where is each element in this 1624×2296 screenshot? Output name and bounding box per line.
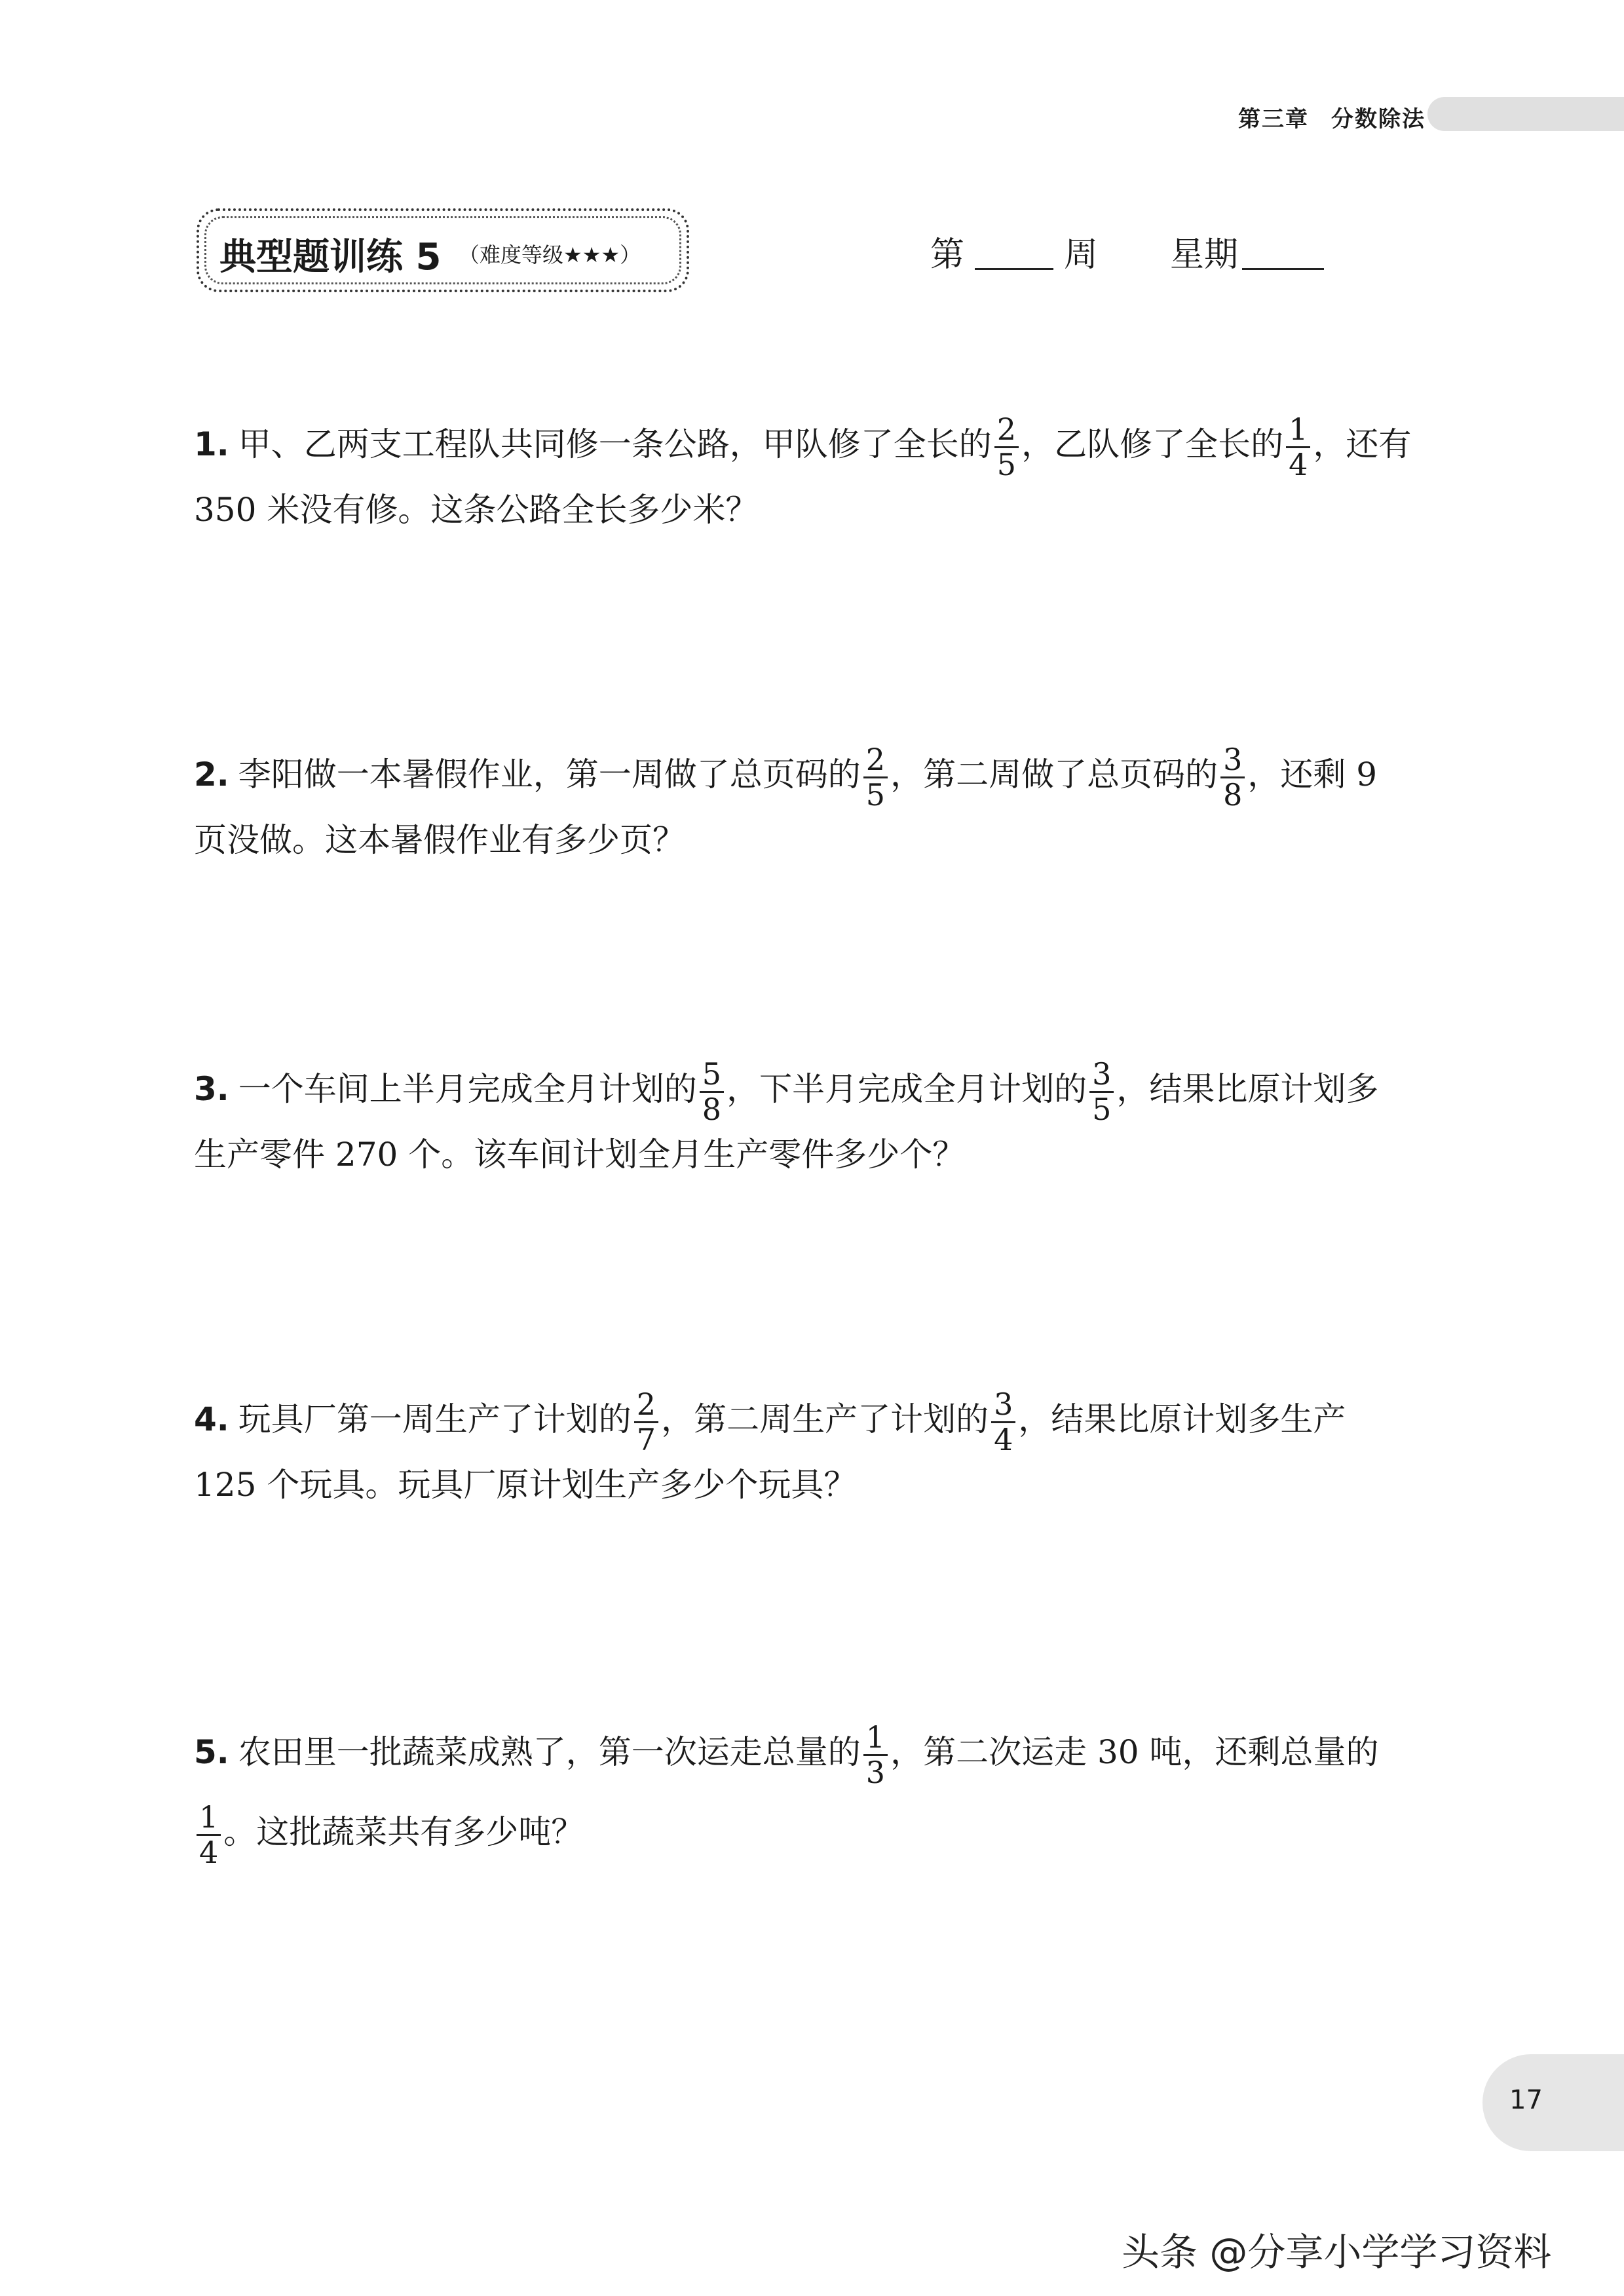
denominator: 5: [865, 776, 886, 813]
weekday-label: 星期: [1170, 235, 1239, 275]
fraction: [197, 1801, 221, 1869]
fraction: [863, 1721, 888, 1789]
question-text: 李阳做一本暑假作业，第一周做了总页码的: [238, 756, 861, 794]
question-text: ，下半月完成全月计划的: [727, 1070, 1087, 1109]
question-text: 。这批蔬菜共有多少吨？: [223, 1813, 584, 1852]
question-line: [194, 1801, 584, 1869]
denominator: 5: [1092, 1091, 1112, 1127]
weekday-blank[interactable]: [1242, 268, 1324, 270]
question-number: 1.: [194, 425, 229, 464]
question-line: [194, 413, 1411, 481]
numerator: 1: [1286, 413, 1310, 448]
fraction: [1220, 743, 1245, 811]
chapter-header: [1238, 101, 1426, 133]
week-day-line: [930, 227, 1324, 276]
question-text: 甲、乙两支工程队共同修一条公路，甲队修了全长的: [238, 425, 992, 464]
question-text: 350 米没有修。这条公路全长多少米？: [194, 491, 759, 529]
numerator: 2: [994, 413, 1019, 448]
chapter-label: 第三章: [1238, 106, 1309, 132]
question-text: ，还有: [1313, 425, 1412, 464]
question-text: ，第二周生产了计划的: [661, 1400, 989, 1439]
numerator: 5: [700, 1058, 724, 1093]
fraction: [1286, 413, 1310, 481]
question-line: [194, 743, 1377, 811]
section-label: 分数除法: [1331, 106, 1426, 132]
denominator: 3: [865, 1754, 886, 1790]
question-number: 2.: [194, 756, 229, 794]
page-number: 17: [1509, 2085, 1543, 2115]
fraction: [991, 1388, 1015, 1456]
week-prefix: 第: [930, 235, 965, 275]
question-number: 4.: [194, 1400, 229, 1439]
question-line: [194, 1058, 1378, 1126]
fraction: [863, 743, 888, 811]
fraction: [634, 1388, 658, 1456]
question-text: ，第二周做了总页码的: [890, 756, 1218, 794]
question-number: 5.: [194, 1733, 229, 1772]
question-number: 3.: [194, 1070, 229, 1109]
question-text: ，结果比原计划多: [1116, 1070, 1379, 1109]
question-text: 页没做。这本暑假作业有多少页？: [194, 821, 685, 859]
question-text: 125 个玩具。玩具厂原计划生产多少个玩具？: [194, 1466, 857, 1504]
watermark: 头条 @分享小学学习资料: [1122, 2230, 1552, 2274]
page-title: 典型题训练 5: [219, 236, 442, 278]
numerator: 2: [634, 1388, 658, 1423]
question-text: 一个车间上半月完成全月计划的: [238, 1070, 697, 1109]
numerator: 3: [1089, 1058, 1114, 1093]
denominator: 4: [994, 1421, 1013, 1457]
denominator: 7: [636, 1421, 656, 1457]
question-text: ，结果比原计划多生产: [1018, 1400, 1346, 1439]
denominator: 5: [996, 446, 1017, 482]
numerator: 3: [1220, 743, 1245, 778]
question-text: ，第二次运走 30 吨，还剩总量的: [890, 1733, 1379, 1772]
question-text: ，乙队修了全长的: [1021, 425, 1284, 464]
fraction: [700, 1058, 724, 1126]
question-text: ，还剩 9: [1247, 756, 1378, 794]
numerator: 1: [197, 1801, 221, 1836]
question-text: 玩具厂第一周生产了计划的: [238, 1400, 632, 1439]
chapter-tab: [1427, 97, 1624, 131]
denominator: 4: [1289, 446, 1308, 482]
week-word: 周: [1064, 235, 1099, 275]
numerator: 1: [863, 1721, 888, 1756]
fraction: [1089, 1058, 1114, 1126]
difficulty-level: （难度等级★★★）: [459, 242, 641, 267]
denominator: 8: [1223, 776, 1243, 813]
week-blank[interactable]: [975, 268, 1053, 270]
numerator: 3: [991, 1388, 1015, 1423]
denominator: 8: [702, 1091, 722, 1127]
question-line: [194, 1388, 1346, 1456]
question-line: [194, 1721, 1379, 1789]
fraction: [994, 413, 1019, 481]
question-text: 生产零件 270 个。该车间计划全月生产零件多少个？: [194, 1136, 966, 1174]
numerator: 2: [863, 743, 888, 778]
question-text: 农田里一批蔬菜成熟了，第一次运走总量的: [238, 1733, 861, 1772]
page-number-tab: [1482, 2054, 1624, 2151]
denominator: 4: [199, 1834, 219, 1870]
